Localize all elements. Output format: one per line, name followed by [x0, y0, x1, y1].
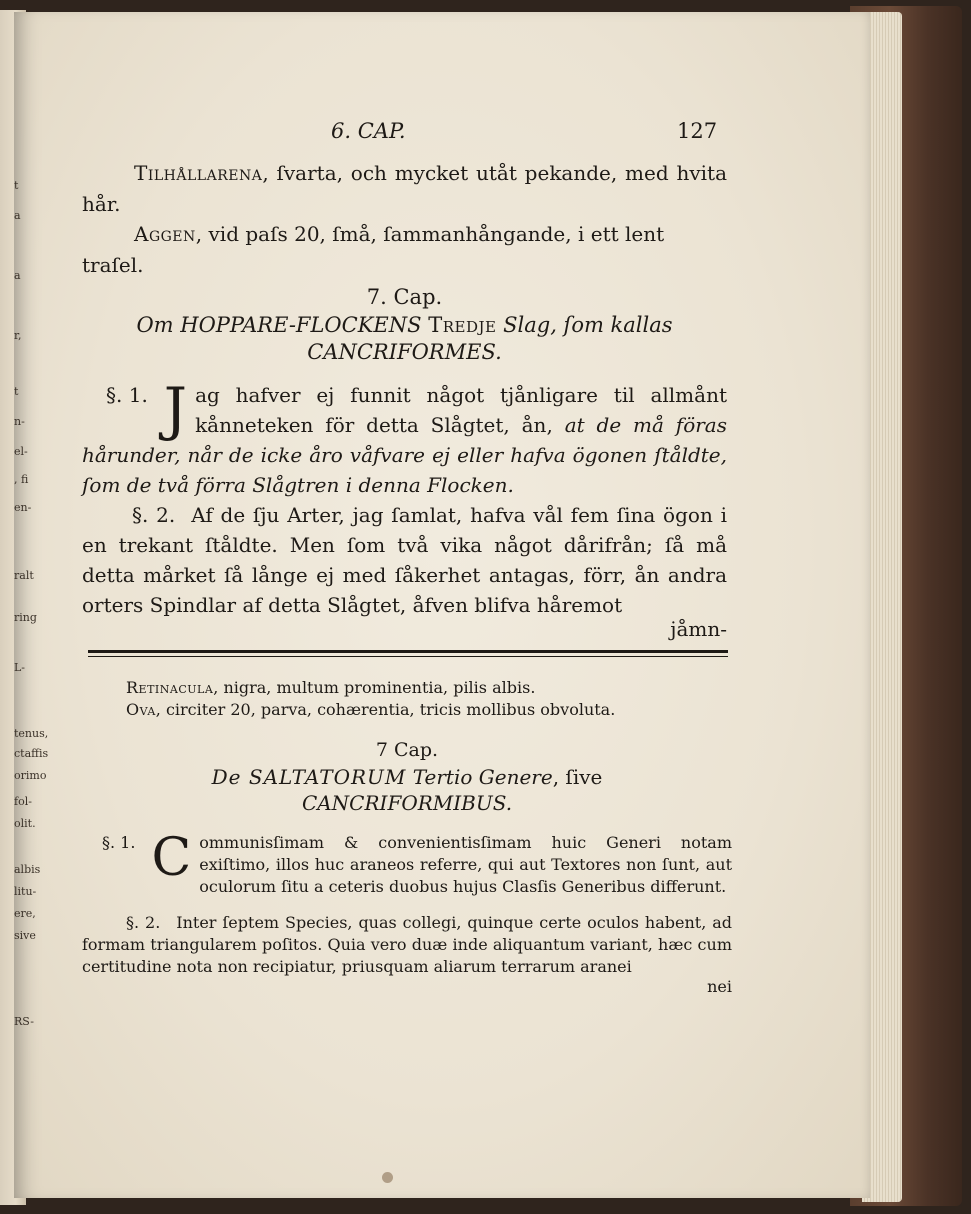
margin-fragment: sive	[14, 929, 36, 942]
swedish-s2-text: Af de ſju Arter, jag ſamlat, hafva vål fem ſina ögon i en trekant ſtåldte. Men ſom två vika något dårifrån; ſå må detta mårket ſå långe ej med ſåkerhet antagas, förr, ån andra orters Spindlar af detta Slågtet, åfven blifva håremot	[82, 503, 728, 617]
latin-p2-text: , circiter 20, parva, cohærentia, tricis mollibus obvoluta.	[155, 700, 616, 719]
margin-fragment: ere,	[14, 907, 36, 920]
latin-s2-mark: §. 2.	[126, 913, 161, 932]
swedish-chapter-number: 7. Cap.	[366, 285, 443, 309]
swedish-s2-mark: §. 2.	[132, 503, 176, 527]
margin-fragment: RS-	[14, 1015, 34, 1028]
swedish-title-part-a: Om HOPPARE-FLOCKENS	[136, 313, 422, 337]
term-ova: Ova	[126, 700, 156, 719]
swedish-s1-mark: §. 1.	[106, 383, 148, 407]
margin-fragment: L-	[14, 661, 26, 674]
swedish-section-1	[82, 375, 727, 500]
latin-s2-text: Inter ſeptem Species, quas collegi, quinque certe oculos habent, ad formam triangularem poſitos. Quia vero duæ inde aliquantum variant, hæc cum certitudine nota non recipiatur, priusquam aliarum terrarum aranei	[82, 913, 732, 976]
latin-section-1	[82, 828, 732, 898]
margin-fragment: orimo	[14, 769, 47, 782]
margin-fragment: tenus,	[14, 727, 49, 740]
margin-fragment: ring	[14, 611, 37, 624]
margin-fragment: litu-	[14, 885, 37, 898]
margin-fragment: olit.	[14, 817, 36, 830]
swedish-s1-text: ag hafver ej funnit något tjånligare til allmånt kånneteken för detta Slågtet, ån,	[195, 383, 727, 437]
divider-thick	[88, 650, 728, 653]
latin-catchword: nei	[707, 977, 732, 996]
swedish-catchword: jåmn-	[670, 617, 727, 641]
swedish-section-2	[82, 500, 727, 620]
swedish-paragraph-aggen	[82, 219, 727, 281]
swedish-title-part-c: Slag, ſom kallas	[503, 313, 673, 337]
latin-s1-mark: §. 1.	[102, 833, 136, 852]
margin-fragment: el-	[14, 445, 28, 458]
swedish-p2-text: , vid paſs 20, ſmå, ſammanhångande, i ett lent traſel.	[82, 222, 665, 277]
margin-fragment: ctaffis	[14, 747, 49, 760]
swedish-title-part-b: Tredje	[428, 313, 497, 337]
latin-title-part-b: Tertio Genere	[412, 765, 553, 789]
latin-s1-dropcap: C	[151, 828, 192, 888]
margin-fragment: r,	[14, 329, 22, 342]
running-head-chapter: 6. CAP.	[331, 119, 406, 143]
margin-fragment: albis	[14, 863, 41, 876]
margin-fragment: ralt	[14, 569, 34, 582]
latin-chapter-number: 7 Cap.	[375, 739, 439, 761]
latin-paragraph-retinacula	[82, 677, 732, 699]
paper-stain	[382, 1172, 393, 1183]
margin-fragment: , fi	[14, 473, 29, 486]
swedish-title-part-d: CANCRIFORMES.	[307, 340, 502, 364]
margin-fragment: t	[14, 385, 19, 398]
running-head	[14, 119, 870, 149]
latin-title-part-d: CANCRIFORMIBUS.	[301, 791, 513, 815]
swedish-paragraph-tilhallarena	[82, 158, 727, 220]
divider-thin	[88, 656, 728, 657]
margin-fragment: fol-	[14, 795, 32, 808]
swedish-s1-dropcap: J	[163, 375, 188, 443]
book-page	[14, 12, 870, 1198]
latin-section-2	[82, 912, 732, 978]
term-aggen: Aggen	[134, 222, 196, 246]
margin-fragment: a	[14, 269, 21, 282]
latin-s1-text: ommunisſimam & convenientisſimam huic Generi notam exiſtimo, illos huc araneos referre, qui aut Textores non ſunt, aut oculorum ſitu a ceteris duobus hujus Clasſis Generibus differunt.	[199, 833, 732, 896]
margin-fragment: n-	[14, 415, 25, 428]
latin-p1-text: , nigra, multum prominentia, pilis albis.	[213, 678, 536, 697]
page-number: 127	[677, 119, 718, 143]
swedish-p1-text: , ſvarta, och mycket utåt pekande, med hvita hår.	[82, 161, 727, 216]
term-tilhallarena: Tilhållarena	[134, 161, 263, 185]
margin-fragment: en-	[14, 501, 32, 514]
latin-chapter-title	[82, 764, 732, 816]
latin-paragraph-ova	[82, 699, 732, 721]
term-retinacula: Retinacula	[126, 678, 214, 697]
swedish-s1-italic: at de må föras hårunder, når de icke åro våfvare ej eller hafva ögonen ſtåldte, ſom de två förra Slågtren i denna Flocken.	[82, 413, 727, 497]
latin-title-part-c: , ſive	[552, 765, 603, 789]
margin-fragment: t	[14, 179, 19, 192]
latin-title-part-a: De SALTATORUM	[211, 765, 407, 789]
swedish-chapter-title	[82, 312, 727, 366]
margin-fragment: a	[14, 209, 21, 222]
